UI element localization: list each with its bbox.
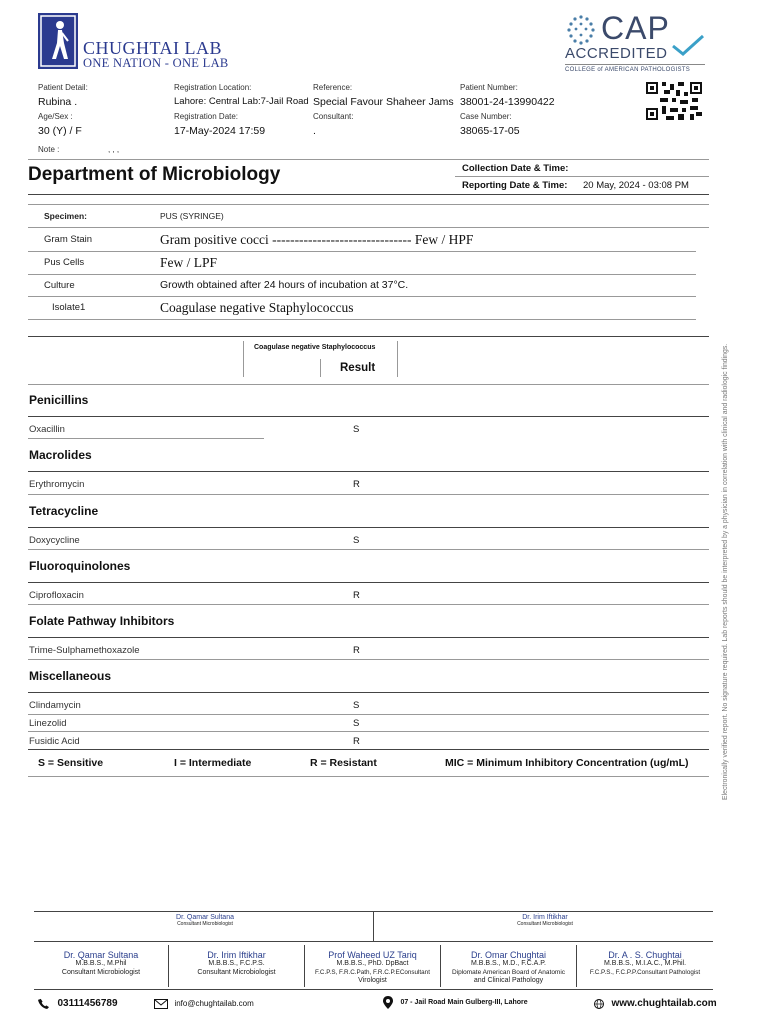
logo-tagline: ONE NATION - ONE LAB: [83, 56, 229, 70]
divider: [243, 341, 244, 377]
signature-top-title: Consultant Microbiologist: [177, 921, 233, 927]
divider: [373, 911, 374, 941]
footer-phone[interactable]: [38, 995, 118, 1013]
signature-name: Dr. Omar Chughtai: [470, 950, 547, 960]
signature-qamar-sultana: [34, 950, 168, 977]
signature-qual: M.B.B.S., PhD. DpBact: [336, 960, 409, 967]
cap-title: CAP: [601, 10, 670, 46]
divider: [28, 227, 709, 228]
patient-number-label: Patient Number:: [460, 83, 518, 92]
specimen-value: PUS (SYRINGE): [160, 211, 224, 221]
signature-top-name: Dr. Irim Iftikhar: [522, 914, 568, 921]
category-penicillins: Penicillins: [29, 393, 89, 407]
signature-name: Dr. Irim Iftikhar: [207, 950, 266, 960]
footer-email[interactable]: [154, 995, 254, 1013]
divider: [28, 194, 709, 195]
gram-stain-label: Gram Stain: [44, 234, 93, 245]
category-macrolides: Macrolides: [29, 448, 92, 462]
signature-as-chughtai: [577, 950, 713, 977]
divider: [28, 471, 709, 472]
divider: [28, 384, 709, 385]
signature-top-title: Consultant Microbiologist: [517, 921, 573, 927]
divider: [28, 714, 709, 715]
reg-location-value: Lahore: Central Lab:7-Jail Road: [174, 96, 309, 107]
antibiotic-name: Clindamycin: [29, 700, 81, 711]
signature-irim-iftikhar: [169, 950, 304, 977]
isolate-value: Coagulase negative Staphylococcus: [160, 300, 354, 315]
divider: [28, 527, 709, 528]
divider: [34, 989, 713, 990]
chughtai-logo: [38, 13, 253, 71]
cap-accredited: ACCREDITED: [565, 45, 668, 62]
logo-name: CHUGHTAI LAB: [83, 38, 223, 58]
antibiotic-result: R: [353, 645, 360, 656]
antibiotic-name: Erythromycin: [29, 479, 85, 490]
patient-name: Rubina .: [38, 96, 78, 108]
divider: [28, 274, 696, 275]
signature-qual: F.C.P.S., F.C.P.P.Consultant Pathologist: [589, 968, 701, 976]
divider: [28, 336, 709, 337]
email-icon: [154, 999, 168, 1009]
note-value: , , ,: [108, 145, 120, 154]
case-number-label: Case Number:: [460, 112, 512, 121]
divider: [455, 176, 709, 177]
agesex-value: 30 (Y) / F: [38, 125, 82, 137]
legend-mic: MIC = Minimum Inhibitory Concentration (ug/mL): [445, 757, 689, 769]
antibiotic-result: S: [353, 700, 360, 711]
website-url: www.chughtailab.com: [611, 998, 717, 1010]
email-address: info@chughtailab.com: [174, 999, 254, 1009]
divider: [28, 438, 264, 439]
signature-qual: M.B.B.S., M.D., F.C.A.P.: [471, 960, 546, 967]
footer-website[interactable]: [594, 995, 717, 1013]
divider: [28, 749, 709, 750]
antibiotic-name: Trime-Sulphamethoxazole: [29, 645, 140, 656]
antibiotic-name: Doxycycline: [29, 535, 80, 546]
reporting-date-label: Reporting Date & Time:: [462, 180, 568, 191]
divider: [28, 604, 709, 605]
cap-dots-icon: [565, 14, 597, 48]
department-title: Department of Microbiology: [28, 164, 281, 185]
divider: [28, 731, 709, 732]
antibiotic-result: S: [353, 718, 360, 729]
reg-date-label: Registration Date:: [174, 112, 239, 121]
side-disclaimer-text: Electronically verified report. No signature required. Lab reports should be interpreted by a physician in correlation with clinical and radiologic findings.: [722, 343, 729, 800]
walking-person-logo-icon: [38, 13, 78, 69]
qr-code-icon: [646, 82, 702, 120]
divider: [28, 637, 709, 638]
result-header: Result: [340, 362, 376, 374]
signature-name: Prof Waheed UZ Tariq: [328, 950, 417, 960]
antibiotic-result: R: [353, 479, 360, 490]
divider: [320, 359, 321, 377]
culture-label: Culture: [44, 280, 75, 291]
culture-value: Growth obtained after 24 hours of incubation at 37°C.: [160, 279, 409, 291]
note-label: Note :: [38, 145, 60, 154]
signature-qual: and Clinical Pathology: [473, 977, 544, 984]
divider: [28, 659, 709, 660]
consultant-label: Consultant:: [313, 112, 354, 121]
signature-qual: M.B.B.S., M.Phil: [75, 960, 127, 967]
antibiotic-name: Ciprofloxacin: [29, 590, 84, 601]
divider: [28, 204, 709, 205]
divider: [28, 776, 709, 777]
checkmark-icon: [671, 34, 705, 56]
divider: [28, 319, 696, 320]
antibiotic-result: S: [353, 535, 360, 546]
specimen-label: Specimen:: [44, 211, 87, 221]
antibiotic-name: Fusidic Acid: [29, 736, 80, 747]
legend-resistant: R = Resistant: [310, 757, 377, 769]
pus-cells-value: Few / LPF: [160, 255, 218, 270]
signature-omar-chughtai: [441, 950, 576, 986]
divider: [28, 549, 709, 550]
phone-icon: [38, 998, 49, 1009]
patient-detail-label: Patient Detail:: [38, 83, 88, 92]
category-tetracycline: Tetracycline: [29, 504, 99, 518]
divider: [34, 941, 713, 942]
signature-waheed-tariq: [305, 950, 440, 986]
cap-sub: COLLEGE of AMERICAN PATHOLOGISTS: [565, 67, 691, 73]
category-folate-inhibitors: Folate Pathway Inhibitors: [29, 614, 175, 628]
signature-top-2: [480, 914, 610, 927]
isolate-label: Isolate1: [52, 302, 86, 313]
signature-qual: Diplomate American Board of Anatomic: [451, 968, 566, 976]
signature-qual: M.B.B.S., M.I.A.C., M.Phil.: [603, 960, 687, 967]
antibiotic-result: R: [353, 590, 360, 601]
divider: [28, 159, 709, 160]
cap-logo: [563, 12, 713, 76]
divider: [28, 494, 709, 495]
legend-intermediate: I = Intermediate: [174, 757, 252, 769]
divider: [397, 341, 398, 377]
divider: [28, 692, 709, 693]
location-pin-icon: [383, 996, 393, 1009]
phone-number: 03111456789: [57, 998, 118, 1010]
reg-date-value: 17-May-2024 17:59: [174, 125, 266, 137]
organism-header: Coagulase negative Staphylococcus: [254, 344, 376, 351]
consultant-value: .: [313, 125, 316, 137]
divider: [28, 296, 696, 297]
globe-icon: [594, 999, 604, 1009]
signature-qual: Virologist: [358, 977, 387, 984]
antibiotic-result: R: [353, 736, 360, 747]
reference-value: Special Favour Shaheer Jams: [313, 96, 454, 108]
patient-number-value: 38001-24-13990422: [460, 96, 555, 108]
signature-qual: Consultant Microbiologist: [197, 968, 276, 976]
signature-name: Dr. A . S. Chughtai: [608, 950, 682, 960]
reporting-date-value: 20 May, 2024 - 03:08 PM: [583, 180, 689, 191]
legend-sensitive: S = Sensitive: [38, 757, 104, 769]
signature-top-name: Dr. Qamar Sultana: [176, 914, 234, 921]
reference-label: Reference:: [313, 83, 353, 92]
signature-qual: M.B.B.S., F.C.P.S.: [208, 960, 265, 967]
signature-top-1: [140, 914, 270, 927]
divider: [28, 251, 696, 252]
divider: [28, 582, 709, 583]
antibiotic-name: Oxacillin: [29, 424, 65, 435]
agesex-label: Age/Sex :: [38, 112, 73, 121]
category-fluoroquinolones: Fluoroquinolones: [29, 559, 131, 573]
divider: [28, 416, 709, 417]
antibiotic-name: Linezolid: [29, 718, 67, 729]
signature-qual: Consultant Microbiologist: [61, 968, 141, 976]
antibiotic-result: S: [353, 424, 360, 435]
address-text: 07 - Jail Road Main Gulberg-III, Lahore: [400, 999, 528, 1007]
collection-date-label: Collection Date & Time:: [462, 163, 569, 174]
case-number-value: 38065-17-05: [460, 125, 520, 137]
gram-stain-value: Gram positive cocci ------------------------------- Few / HPF: [160, 232, 474, 247]
signature-name: Dr. Qamar Sultana: [63, 950, 139, 960]
category-miscellaneous: Miscellaneous: [29, 669, 112, 683]
signature-qual: F.C.P.S, F.R.C.Path, F.R.C.P.EConsultant: [315, 968, 430, 976]
reg-location-label: Registration Location:: [174, 83, 252, 92]
footer-address: [383, 994, 528, 1012]
side-disclaimer: [722, 285, 732, 800]
pus-cells-label: Pus Cells: [44, 257, 85, 268]
